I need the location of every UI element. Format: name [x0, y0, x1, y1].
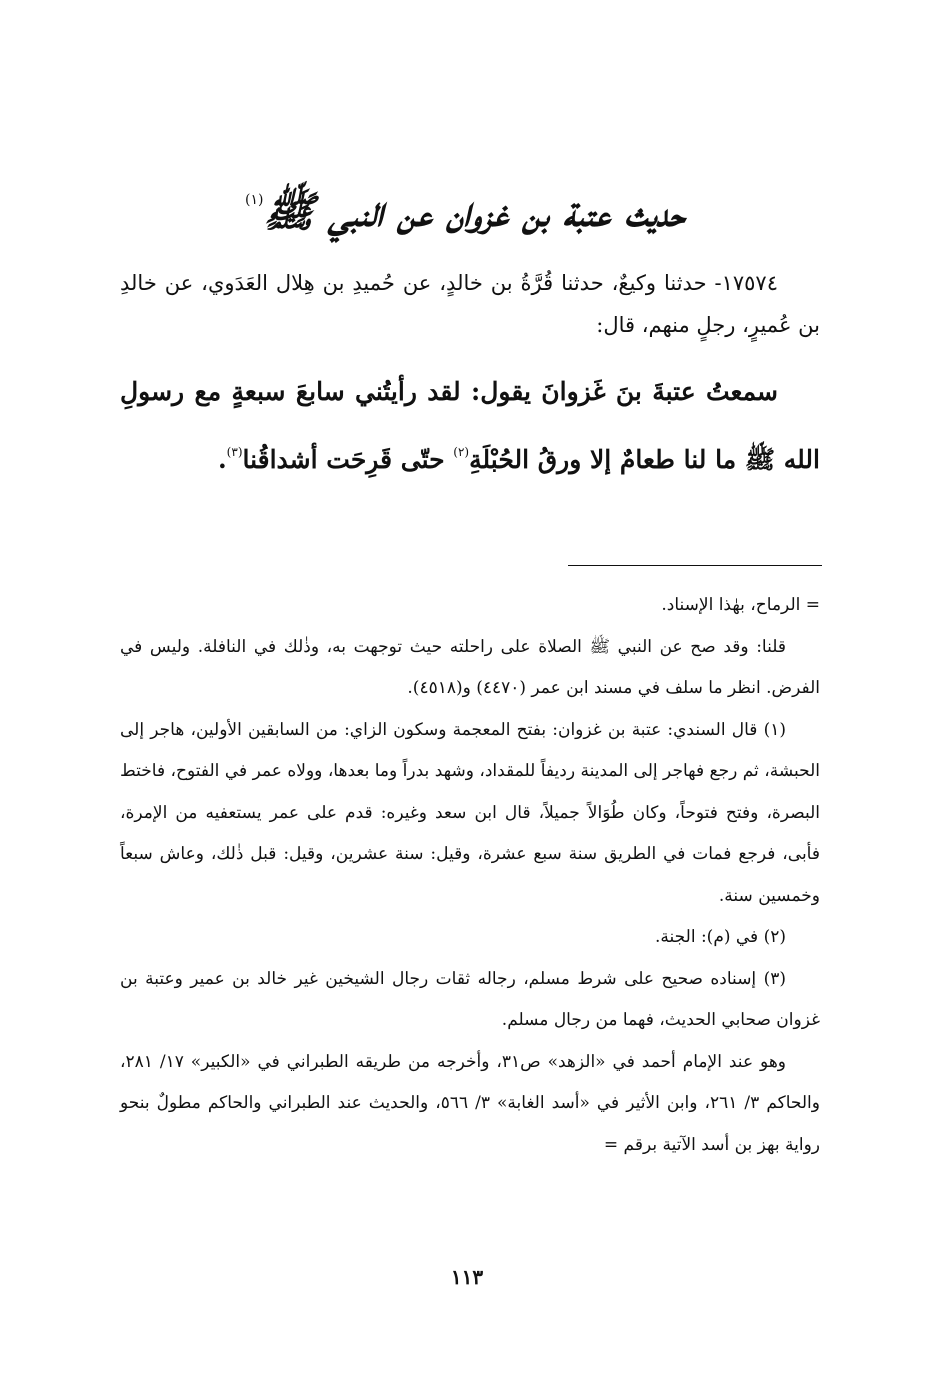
footnote-note-a: قلنا: وقد صح عن النبي ﷺ الصلاة على راحلته حيث توجهت به، وذٰلك في النافلة. وليس في الفرض. انظر ما سلف في مسند ابن عمر (٤٤٧٠) و(٤٥١٨).	[120, 636, 820, 698]
footnote-3: (٣) إسناده صحيح على شرط مسلم، رجاله ثقات رجال الشيخين غير خالد بن عمير وعتبة بن غزوان صحابي الحديث، فهما من رجال مسلم.	[120, 968, 820, 1030]
hadith-isnad	[120, 262, 820, 346]
footnote-2: (٢) في (م): الجنة.	[655, 927, 786, 947]
matn-end: .	[217, 445, 227, 474]
heading-footnote-marker: (١)	[244, 192, 264, 208]
footnote-3-continued: وهو عند الإمام أحمد في «الزهد» ص٣١، وأخرجه من طريقه الطبراني في «الكبير» ١٧/ ٢٨١، والحاكم ٣/ ٢٦١، وابن الأثير في «أسد الغابة» ٣/ ٥٦٦، والحديث عند الطبراني والحاكم مطولٌ بنحو رواية بهز بن أسد الآتية برقم =	[120, 1051, 820, 1155]
hadith-matn	[120, 362, 820, 490]
isnad-text: ١٧٥٧٤- حدثنا وكيعٌ، حدثنا قُرَّةُ بن خالدٍ، عن حُميدِ بن هِلال العَدَوي، عن خالدِ بن عُميرٍ، رجلٍ منهم، قال:	[120, 271, 820, 337]
matn-text-2: حتّى قَرِحَت أشداقُنا	[242, 445, 454, 474]
section-heading	[230, 165, 700, 235]
footnote-separator	[568, 565, 822, 566]
heading-title: حديث عتبة بن غزوان عن النبي ﷺ	[263, 187, 685, 236]
matn-text-1: سمعتُ عتبةَ بنَ غَزوانَ يقول: لقد رأيتُني سابعَ سبعةٍ مع رسولِ الله ﷺ ما لنا طعامٌ إلا ورقُ الحُبْلَةِ	[120, 377, 820, 474]
footnote-continuation: = الرماح، بهٰذا الإسناد.	[661, 595, 820, 615]
matn-paragraph	[120, 362, 820, 490]
page-number: ١١٣	[450, 1265, 484, 1289]
footnote-ref-2[interactable]: (٢)	[453, 445, 470, 459]
footnote-ref-3[interactable]: (٣)	[226, 445, 243, 459]
footnotes-section	[120, 585, 820, 1166]
footnote-1: (١) قال السندي: عتبة بن غزوان: بفتح المعجمة وسكون الزاي: من السابقين الأولين، هاجر إلى الحبشة، ثم رجع فهاجر إلى المدينة رديفاً للمقداد، وشهد بدراً وما بعدها، وولاه عمر في الفتوح، فاختط البصرة، وفتح فتوحاً، وكان طُوَالاً جميلاً، قال ابن سعد وغيره: قدم على عمر يستعفيه من الإمرة، فأبى، فرجع فمات في الطريق سنة سبع عشرة، وقيل: سنة عشرين، وقيل: قبل ذٰلك، وعاش سبعاً وخمسين سنة.	[120, 719, 820, 906]
